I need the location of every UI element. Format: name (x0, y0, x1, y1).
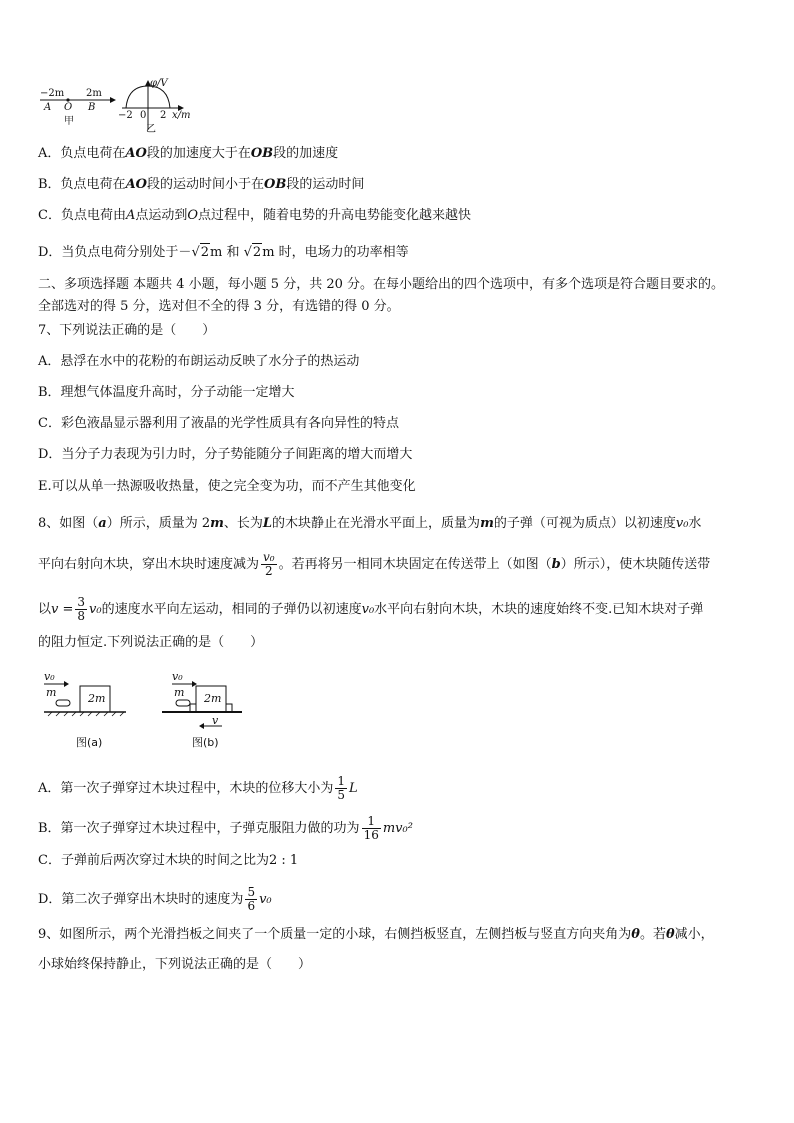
label-a: A (44, 102, 52, 113)
section2-line1: 二、多项选择题 本题共 4 小题，每小题 5 分，共 20 分。在每小题给出的四个选项中，有多个选项是符合题目要求的。 (38, 277, 725, 292)
q6-option-c: C．负点电荷由A点运动到O点过程中，随着电势的升高电势能变化越来越快 (38, 208, 472, 223)
q6-option-b: B．负点电荷在AO段的运动时间小于在OB段的运动时间 (38, 177, 365, 192)
figa-m: m (46, 686, 57, 699)
label-o: O (64, 102, 73, 113)
figb-v0: v₀ (172, 670, 183, 683)
q7-stem: 7、下列说法正确的是（ ） (38, 323, 216, 338)
fraction-1-over-5: $\frac{1}{5}$ (337, 774, 346, 802)
q6-option-d: D．当负点电荷分别处于－√2m 和 √2m 时，电场力的功率相等 (38, 245, 409, 260)
label-zero: 0 (140, 110, 147, 121)
fraction-v0-over-2: $\frac{\text{v₀}}{2}$ (263, 550, 275, 578)
q8-line2: 平向右射向木块，穿出木块时速度减为 $\frac{\text{v₀}}{2}$ 。若再将另一相同木块固定在传送带上（如图（b）所示），使木块随传送带 (38, 550, 711, 578)
q7-option-c: C．彩色液晶显示器利用了液晶的光学性质具有各向异性的特点 (38, 416, 399, 431)
section2-line2: 全部选对的得 5 分，选对但不全的得 3 分，有选错的得 0 分。 (38, 299, 400, 314)
q8-option-c: C．子弹前后两次穿过木块的时间之比为2 : 1 (38, 853, 299, 868)
figb-v: v (212, 714, 219, 727)
figure-yi (118, 78, 198, 134)
q8-line3: 以v = $\frac{3}{8}$ v₀的速度水平向左运动，相同的子弹仍以初速度v₀水平向右射向木块，木块的速度始终不变.已知木块对子弹 (38, 595, 704, 623)
block-diagram-a (42, 670, 132, 730)
q7-option-b: B．理想气体温度升高时，分子动能一定增大 (38, 385, 295, 400)
figa-v0: v₀ (44, 670, 55, 683)
caption-jia: 甲 (64, 116, 74, 127)
figure-a (42, 670, 132, 752)
q8-option-a: A．第一次子弹穿过木块过程中，木块的位移大小为 $\frac{1}{5}$ L (38, 774, 358, 802)
figa-block: 2m (88, 692, 106, 705)
q7-option-a: A．悬浮在水中的花粉的布朗运动反映了水分子的热运动 (38, 354, 360, 369)
q6-option-a: A．负点电荷在AO段的加速度大于在OB段的加速度 (38, 146, 339, 161)
q8-line4: 的阻力恒定.下列说法正确的是（ ） (38, 635, 264, 650)
figb-block: 2m (204, 692, 222, 705)
label-two: 2 (160, 110, 167, 121)
q7-option-e: E.可以从单一热源吸收热量，使之完全变为功，而不产生其他变化 (38, 479, 416, 494)
label-neg2: −2 (118, 110, 133, 121)
figb-m: m (174, 686, 185, 699)
label-b: B (88, 102, 96, 113)
label-xm: x/m (172, 110, 191, 121)
figb-caption: 图(b) (192, 736, 219, 749)
label-phi: φ/V (150, 78, 168, 89)
q9-line1: 9、如图所示，两个光滑挡板之间夹了一个质量一定的小球，右侧挡板竖直，左侧挡板与竖直方向夹角为θ。若θ减小， (38, 927, 714, 942)
figa-caption: 图(a) (76, 736, 103, 749)
figure-jia (38, 86, 118, 126)
fraction-3-over-8: $\frac{3}{8}$ (77, 595, 86, 623)
q8-option-b: B．第一次子弹穿过木块过程中，子弹克服阻力做的功为 $\frac{1}{16}$ mv₀² (38, 814, 413, 842)
label-pos2m: 2m (86, 88, 102, 99)
q8-option-d: D．第二次子弹穿出木块时的速度为 $\frac{5}{6}$ v₀ (38, 885, 272, 913)
fraction-5-over-6: $\frac{5}{6}$ (247, 885, 256, 913)
caption-yi: 乙 (146, 124, 156, 135)
q8-line1: 8、如图（a）所示，质量为 2m、长为L的木块静止在光滑水平面上，质量为m的子弹（可视为质点）以初速度v₀水 (38, 516, 702, 531)
q9-line2: 小球始终保持静止，下列说法正确的是（ ） (38, 957, 312, 972)
figure-b (160, 670, 250, 752)
label-neg2m: −2m (40, 88, 65, 99)
fraction-1-over-16: $\frac{1}{16}$ (363, 814, 379, 842)
q7-option-d: D．当分子力表现为引力时，分子势能随分子间距离的增大而增大 (38, 447, 413, 462)
